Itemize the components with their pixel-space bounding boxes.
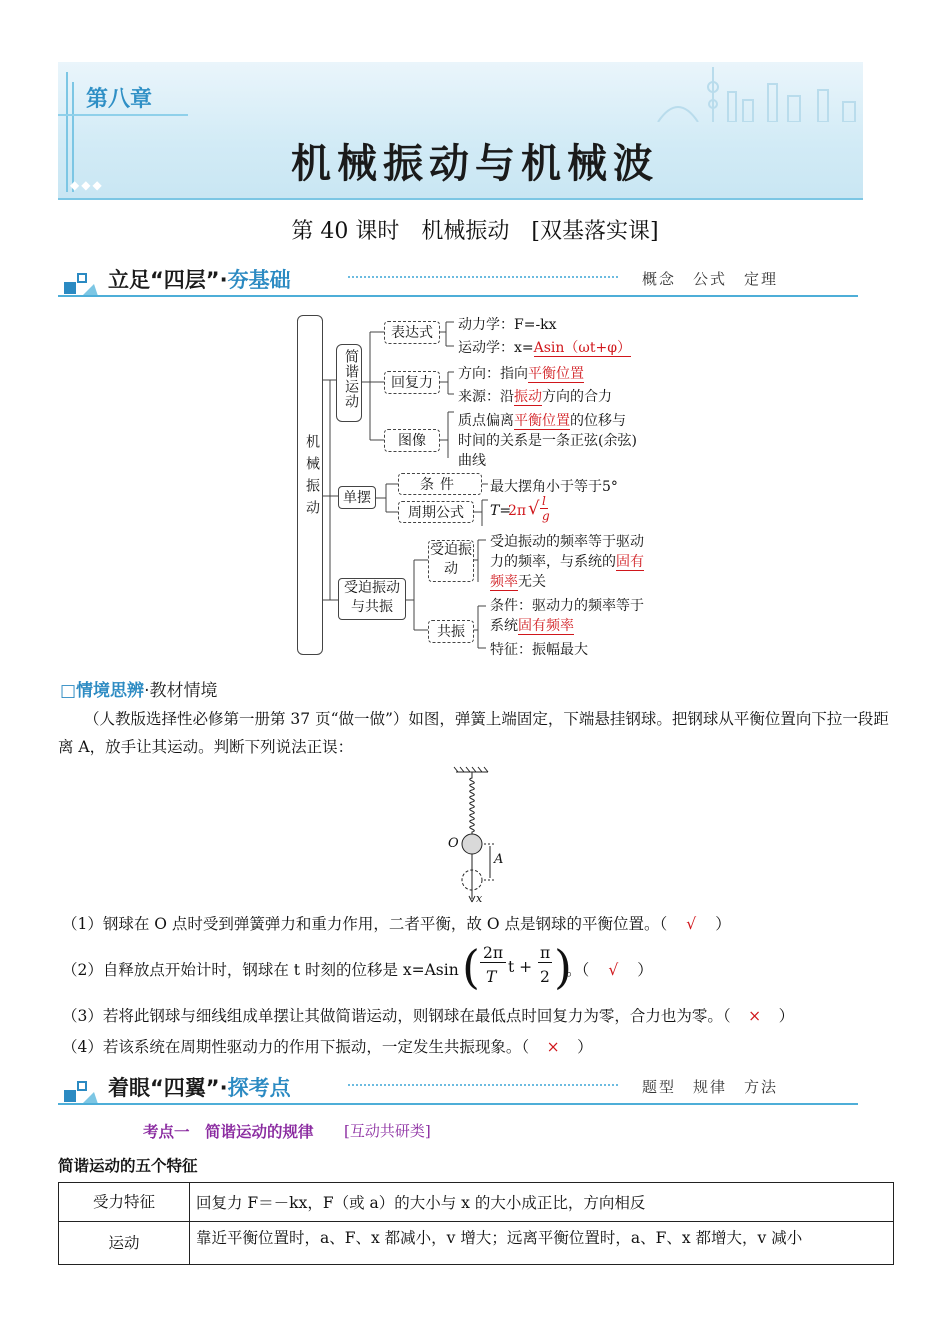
figure-label-x: x (476, 892, 483, 905)
forced-desc: 受迫振动的频率等于驱动 力的频率，与系统的固有 频率无关 (490, 534, 644, 590)
paren-right-icon: ) (554, 940, 572, 994)
skyline-icon (618, 62, 863, 122)
dotted-rule (348, 276, 618, 278)
condition-text: 最大摆角小于等于5° (490, 479, 618, 495)
situation-heading: □情境思辨·教材情境 (60, 681, 218, 701)
node-expr: 表达式 (384, 321, 440, 344)
dotted-rule (348, 1084, 618, 1086)
section-title: 着眼“四翼”·探考点 (108, 1076, 291, 1100)
node-forced: 受迫振动与共振 (338, 578, 406, 620)
section-title: 立足“四层”·夯基础 (108, 268, 291, 292)
table-cell-header: 受力特征 (59, 1183, 190, 1222)
graph-desc: 质点偏离平衡位置的位移与 时间的关系是一条正弦(余弦) 曲线 (458, 413, 637, 469)
table-cell-header: 运动 (59, 1222, 190, 1265)
figure-label-a: A (494, 852, 504, 867)
features-heading: 简谐运动的五个特征 (58, 1157, 198, 1175)
section-rule (58, 295, 858, 297)
resonance-desc: 条件：驱动力的频率等于 系统固有频率 特征：振幅最大 (490, 598, 644, 658)
judgment-4: （4）若该系统在周期性驱动力的作用下振动，一定发生共振现象。（ × ） (62, 1038, 593, 1056)
section-header-basics (58, 262, 858, 298)
node-graph: 图像 (384, 429, 440, 452)
sqrt-icon: √ (528, 498, 540, 519)
diamond-icon: ◆◆◆ (70, 178, 104, 192)
expr-dynamics: 动力学：F=-kx (458, 317, 557, 333)
section-rule (58, 1103, 858, 1105)
judgment-3: （3）若将此钢球与细线组成单摆让其做简谐运动，则钢球在最低点时回复力为零，合力也为零。（ × ） (62, 1007, 795, 1025)
spring-diagram-icon (440, 764, 520, 906)
table-cell-value: 回复力 F＝－kx，F（或 a）的大小与 x 的大小成正比，方向相反 (190, 1183, 894, 1222)
node-period: 周期公式 (398, 501, 474, 523)
node-shm: 简谐运动 (336, 344, 362, 422)
keypoint-title: 考点一 简谐运动的规律 (143, 1122, 314, 1141)
section-tags: 概念 公式 定理 (641, 270, 778, 288)
node-condition: 条件 (398, 473, 482, 495)
chapter-label: 第八章 (86, 87, 153, 112)
node-restore: 回复力 (384, 371, 440, 394)
node-forced-sub: 受迫振动 (428, 540, 474, 582)
section-tags: 题型 规律 方法 (641, 1078, 778, 1096)
restore-direction: 方向：指向平衡位置 (458, 366, 584, 382)
banner-rule (58, 114, 188, 116)
spring-figure (440, 764, 520, 906)
section-icon (60, 268, 100, 298)
table-row (59, 1222, 894, 1265)
restore-source: 来源：沿振动方向的合力 (458, 389, 612, 405)
section-icon (60, 1076, 100, 1106)
lesson-title: 第 40 课时 机械振动 [双基落实课] (291, 219, 659, 244)
mindmap: 机械振动 简谐运动 表达式 动力学：F=-kx 运动学：x=Asin（ωt+φ） 回复力 方向：指向平衡位置 来源：沿振动方向的合力 图像 质点偏离平衡位置的位移与 时间的关系是一条正弦(余弦) 曲线 单摆 条件 最大摆角小于等于5° 周期公式 T= 2π √ l g 受迫振动与共振 受迫振动 受迫振动的频率等于驱动 力的频率，与系统的固有 频率无关 共振 条件：驱动力的频率等于 系统固有频率 特征：振幅最大 (0, 300, 950, 660)
root-node: 机械振动 (297, 315, 323, 655)
section-header-keypoints (58, 1070, 858, 1106)
node-pendulum: 单摆 (338, 486, 376, 509)
node-resonance: 共振 (428, 620, 474, 643)
features-table (58, 1182, 894, 1265)
judgment-1: （1）钢球在 O 点时受到弹簧弹力和重力作用，二者平衡，故 O 点是钢球的平衡位置。（ √ ） (62, 915, 731, 933)
paren-left-icon: ( (462, 940, 480, 994)
keypoint-type: [互动共研类] (344, 1122, 431, 1140)
chapter-title: 机械振动与机械波 (291, 141, 659, 187)
expr-kinematics: 运动学：x=Asin（ωt+φ） (458, 340, 632, 356)
situation-intro: （人教版选择性必修第一册第 37 页“做一做”）如图，弹簧上端固定，下端悬挂钢球。把钢球从平衡位置向下拉一段距离 A，放手让其运动。判断下列说法正误： (58, 710, 889, 756)
table-row (59, 1183, 894, 1222)
table-cell-value: 靠近平衡位置时，a、F、x 都减小，v 增大；远离平衡位置时，a、F、x 都增大，v 减小 (190, 1222, 894, 1265)
figure-label-o: O (448, 836, 459, 851)
